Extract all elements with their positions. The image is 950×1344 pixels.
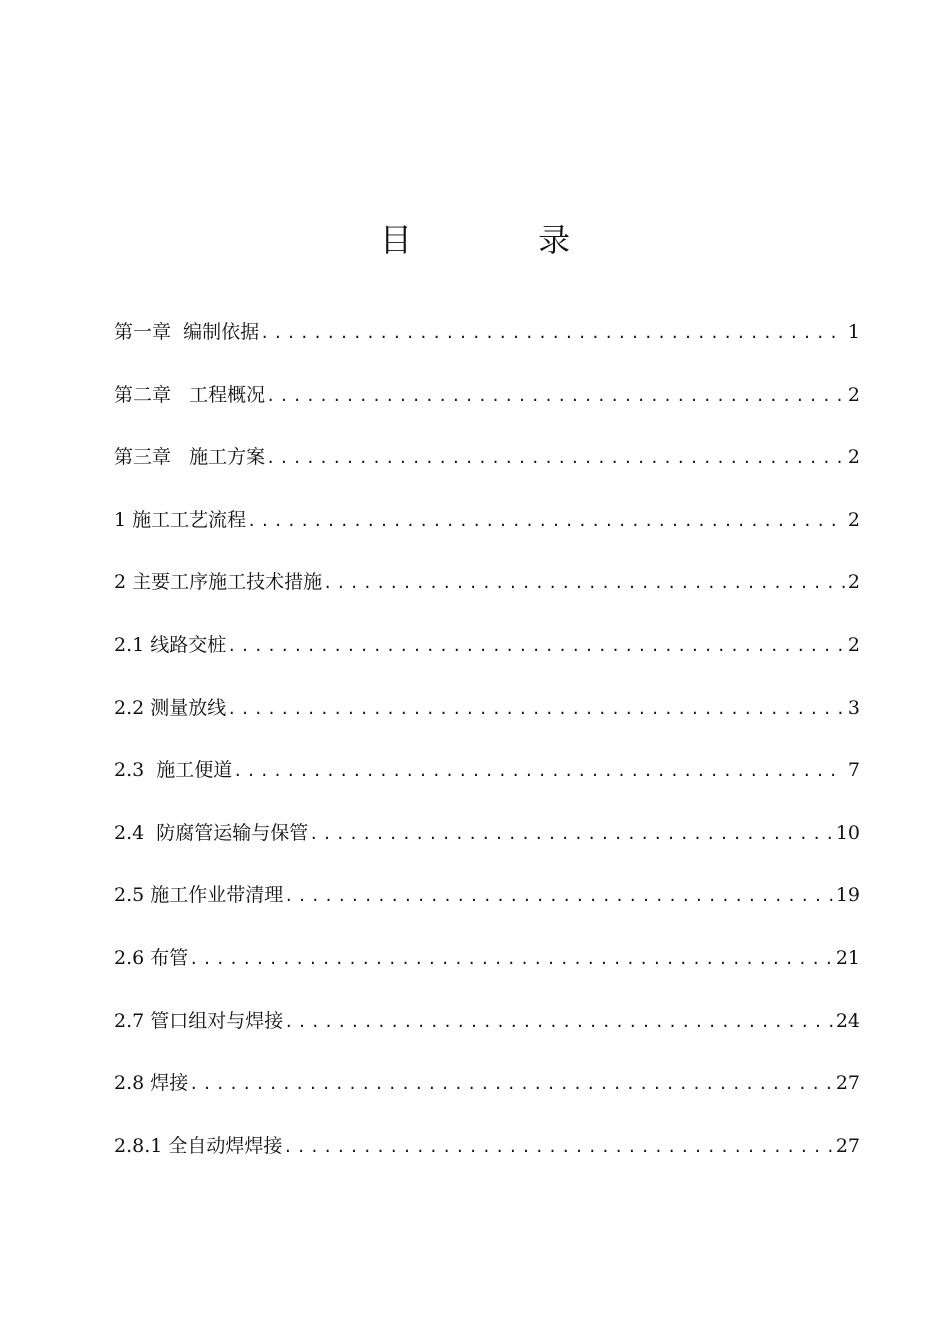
- toc-entry-page: 2: [847, 571, 860, 594]
- toc-dot-leader: [247, 501, 845, 541]
- toc-dot-leader: [309, 814, 833, 854]
- toc-entry-label: 2.5 施工作业带清理: [114, 884, 284, 907]
- toc-entry-label: 2.4 防腐管运输与保管: [114, 821, 309, 844]
- toc-entry-label: 1 施工工艺流程: [114, 508, 247, 531]
- toc-entry[interactable]: [114, 813, 860, 876]
- toc-dot-leader: [260, 313, 845, 353]
- toc-dot-leader: [266, 438, 845, 478]
- toc-dot-leader: [283, 1127, 832, 1167]
- toc-dot-leader: [284, 876, 833, 916]
- toc-entry-page: 27: [835, 1134, 860, 1157]
- toc-entry-label: 2.8.1 全自动焊焊接: [114, 1134, 283, 1157]
- toc-entry-label: 2.3 施工便道: [114, 759, 233, 782]
- toc-entry[interactable]: [114, 1126, 860, 1189]
- toc-entry-page: 1: [847, 321, 860, 343]
- toc-entry-label: 2.7 管口组对与焊接: [114, 1009, 284, 1032]
- toc-dot-leader: [189, 939, 833, 979]
- toc-entry[interactable]: [114, 750, 860, 813]
- toc-entry-page: 21: [835, 946, 860, 969]
- toc-entry-page: 2: [847, 633, 860, 656]
- toc-entry-page: 2: [847, 508, 860, 531]
- toc-entry-page: 27: [835, 1072, 860, 1095]
- toc-entry-page: 2: [847, 446, 860, 469]
- toc-entry[interactable]: [114, 938, 860, 1001]
- toc-entry[interactable]: [114, 562, 860, 625]
- toc-entry-page: 7: [847, 759, 860, 782]
- toc-dot-leader: [233, 751, 845, 791]
- toc-entry[interactable]: [114, 1063, 860, 1126]
- toc-entry-label: 2.1 线路交桩: [114, 633, 227, 656]
- toc-entry[interactable]: [114, 500, 860, 563]
- toc-entry[interactable]: [114, 1001, 860, 1064]
- toc-entry-label: 2.2 测量放线: [114, 696, 227, 719]
- toc-entry[interactable]: [114, 312, 860, 375]
- toc-entry-label: 第一章 编制依据: [114, 321, 260, 343]
- toc-list: [114, 312, 860, 1188]
- toc-entry[interactable]: [114, 688, 860, 751]
- toc-entry[interactable]: [114, 375, 860, 438]
- toc-dot-leader: [227, 626, 845, 666]
- toc-dot-leader: [227, 689, 845, 729]
- toc-entry-page: 24: [835, 1009, 860, 1032]
- toc-entry-label: 第三章 施工方案: [114, 446, 266, 469]
- toc-entry-page: 2: [847, 383, 860, 406]
- toc-entry[interactable]: [114, 875, 860, 938]
- toc-entry[interactable]: [114, 625, 860, 688]
- toc-entry-label: 2 主要工序施工技术措施: [114, 571, 323, 594]
- toc-entry-label: 第二章 工程概况: [114, 383, 266, 406]
- toc-dot-leader: [266, 376, 845, 416]
- toc-entry-label: 2.8 焊接: [114, 1072, 189, 1095]
- toc-entry-page: 19: [835, 884, 860, 907]
- toc-entry-page: 3: [847, 696, 860, 719]
- toc-dot-leader: [189, 1064, 833, 1104]
- toc-entry-label: 2.6 布管: [114, 946, 189, 969]
- toc-entry-page: 10: [835, 821, 860, 844]
- toc-dot-leader: [323, 563, 845, 603]
- toc-entry[interactable]: [114, 437, 860, 500]
- toc-title: 目 录: [379, 221, 629, 259]
- toc-dot-leader: [284, 1002, 833, 1042]
